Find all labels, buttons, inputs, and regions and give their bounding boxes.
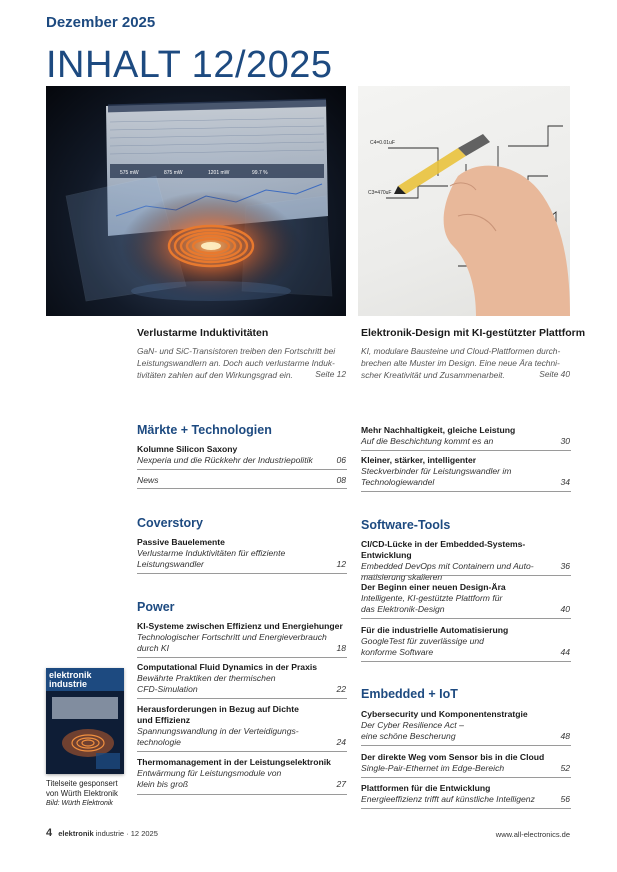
toc-entry-title: Passive Bauelemente bbox=[137, 537, 225, 547]
toc-entry-page[interactable]: 36 bbox=[560, 561, 570, 571]
toc-entry-subtitle: technologie bbox=[137, 737, 181, 747]
metric-1: 575 mW bbox=[120, 170, 139, 176]
divider bbox=[361, 618, 571, 619]
toc-entry-subtitle: durch KI bbox=[137, 643, 170, 653]
toc-entry-page[interactable]: 52 bbox=[560, 763, 570, 773]
toc-entry-subtitle: Nexperia und die Rückkehr der Industriepolitik bbox=[137, 455, 313, 465]
cover-caption-line: von Würth Elektronik bbox=[46, 789, 118, 798]
toc-entry-subtitle: eine schöne Bescherung bbox=[361, 731, 456, 741]
footer-issue: industrie · 12 2025 bbox=[95, 829, 158, 838]
toc-entry-subtitle: matisierung skalieren bbox=[361, 572, 443, 582]
toc-entry-page[interactable]: 08 bbox=[336, 475, 346, 485]
divider bbox=[361, 491, 571, 492]
toc-entry-subtitle: Intelligente, KI-gestützte Plattform für bbox=[361, 593, 503, 603]
cover-image-credit: Bild: Würth Elektronik bbox=[46, 800, 113, 807]
circuit-label-c3: C3=470uF bbox=[368, 190, 392, 196]
circuit-label-c4: C4=0.01uF bbox=[370, 140, 395, 146]
cover-brand-line1: elektronik bbox=[49, 670, 92, 680]
divider bbox=[137, 657, 347, 658]
section-heading-power: Power bbox=[137, 600, 175, 614]
divider bbox=[361, 777, 571, 778]
feature-line: brechen alte Muster im Design. Eine neue Ära techni- bbox=[361, 358, 560, 368]
toc-entry-subtitle: Verlustarme Induktivitäten für effiziente bbox=[137, 548, 286, 558]
cover-caption-line: Titelseite gesponsert bbox=[46, 779, 118, 788]
page-footer-left bbox=[46, 827, 158, 839]
toc-entry-page[interactable]: 56 bbox=[560, 794, 570, 804]
metric-2: 875 mW bbox=[164, 170, 183, 176]
toc-entry-title: Thermomanagement in der Leistungselektronik bbox=[137, 757, 331, 767]
toc-entry-title: Der Beginn einer neuen Design-Ära bbox=[361, 582, 506, 592]
toc-entry-title: KI-Systeme zwischen Effizienz und Energiehunger bbox=[137, 621, 343, 631]
divider bbox=[137, 751, 347, 752]
feature-line: Leistungswandlern an. Doch auch verlustarme Induk- bbox=[137, 358, 335, 368]
toc-entry-subtitle: Leistungswandler bbox=[137, 559, 204, 569]
toc-entry-page[interactable]: 40 bbox=[560, 604, 570, 614]
toc-entry-page[interactable]: 24 bbox=[336, 737, 346, 747]
divider bbox=[361, 450, 571, 451]
magazine-cover-thumbnail[interactable] bbox=[46, 668, 124, 774]
toc-entry-subtitle: konforme Software bbox=[361, 647, 434, 657]
toc-entry-page[interactable]: 48 bbox=[560, 731, 570, 741]
cover-caption bbox=[46, 779, 118, 809]
feature-line: GaN- und SiC-Transistoren treiben den Fortschritt bei bbox=[137, 346, 336, 356]
toc-entry-subtitle: das Elektronik-Design bbox=[361, 604, 445, 614]
divider bbox=[137, 794, 347, 795]
toc-entry-title: Kolumne Silicon Saxony bbox=[137, 444, 238, 454]
feature-line: KI, modulare Bausteine und Cloud-Plattformen durch- bbox=[361, 346, 561, 356]
section-heading-maerkte: Märkte + Technologien bbox=[137, 423, 272, 437]
divider bbox=[137, 488, 347, 489]
feature-page-inductors[interactable]: Seite 12 bbox=[315, 369, 346, 379]
section-heading-embedded: Embedded + IoT bbox=[361, 687, 458, 701]
section-heading-coverstory: Coverstory bbox=[137, 516, 203, 530]
toc-entry-subtitle: Entwärmung für Leistungsmodule von bbox=[137, 768, 282, 778]
cover-masthead bbox=[46, 668, 124, 691]
toc-entry-title: Computational Fluid Dynamics in der Praxis bbox=[137, 662, 318, 672]
toc-entry-title: CI/CD-Lücke in der Embedded-Systems-Entwicklung bbox=[361, 539, 526, 560]
toc-entry-page[interactable]: 12 bbox=[336, 559, 346, 569]
divider bbox=[361, 575, 571, 576]
footer-brand: elektronik bbox=[58, 829, 94, 838]
toc-entry-subtitle: klein bis groß bbox=[137, 779, 189, 789]
section-heading-software: Software-Tools bbox=[361, 518, 451, 532]
toc-entry-page[interactable]: 18 bbox=[336, 643, 346, 653]
toc-entry-subtitle: Bewährte Praktiken der thermischen bbox=[137, 673, 276, 683]
toc-entry-subtitle: CFD-Simulation bbox=[137, 684, 198, 694]
toc-entry-subtitle: Technologischer Fortschritt und Energieverbrauch bbox=[137, 632, 327, 642]
toc-entry-subtitle: News bbox=[137, 475, 159, 485]
divider bbox=[137, 698, 347, 699]
toc-entry-title: Der direkte Weg vom Sensor bis in die Cloud bbox=[361, 752, 545, 762]
toc-entry-subtitle: Spannungswandlung in der Verteidigungs- bbox=[137, 726, 299, 736]
feature-image-inductor bbox=[46, 86, 346, 316]
metric-4: 99.7 % bbox=[252, 170, 268, 176]
toc-entry-title: Mehr Nachhaltigkeit, gleiche Leistung bbox=[361, 425, 516, 435]
feature-page-ki-design[interactable]: Seite 40 bbox=[539, 369, 570, 379]
feature-image-circuit bbox=[358, 86, 570, 316]
toc-entry-subtitle: Technologiewandel bbox=[361, 477, 435, 487]
footer-url[interactable]: www.all-electronics.de bbox=[495, 830, 570, 839]
feature-line: tivitäten zahlen auf den Wirkungsgrad ein. bbox=[137, 370, 293, 380]
toc-entry-title: Cybersecurity und Komponentenstratgie bbox=[361, 709, 528, 719]
metric-3: 1201 mW bbox=[208, 170, 230, 176]
toc-entry-title: Herausforderungen in Bezug auf Dichte bbox=[137, 704, 299, 714]
feature-line: scher Kreativität und Zusammenarbeit. bbox=[361, 370, 505, 380]
page-number: 4 bbox=[46, 827, 53, 839]
toc-entry-subtitle: Der Cyber Resilience Act – bbox=[361, 720, 464, 730]
divider bbox=[137, 573, 347, 574]
toc-entry-subtitle: Energieeffizienz trifft auf künstliche Intelligenz bbox=[361, 794, 535, 804]
divider bbox=[361, 661, 571, 662]
toc-entry-page[interactable]: 06 bbox=[336, 455, 346, 465]
toc-entry-page[interactable]: 27 bbox=[336, 779, 346, 789]
toc-entry-subtitle: Auf die Beschichtung kommt es an bbox=[361, 436, 494, 446]
divider bbox=[361, 808, 571, 809]
divider bbox=[361, 745, 571, 746]
toc-entry-title: Kleiner, stärker, intelligenter bbox=[361, 455, 477, 465]
toc-entry-title: Für die industrielle Automatisierung bbox=[361, 625, 509, 635]
toc-entry-title: und Effizienz bbox=[137, 715, 190, 725]
divider bbox=[137, 469, 347, 470]
feature-title-inductors[interactable]: Verlustarme Induktivitäten bbox=[137, 327, 269, 339]
page-title: INHALT 12/2025 bbox=[46, 44, 333, 86]
toc-entry-page[interactable]: 30 bbox=[560, 436, 570, 446]
toc-entry-subtitle: Embedded DevOps mit Containern und Auto- bbox=[361, 561, 534, 571]
toc-entry-subtitle: Steckverbinder für Leistungswandler im bbox=[361, 466, 512, 476]
circuit-illustration bbox=[358, 86, 570, 316]
feature-title-ki-design[interactable]: Elektronik-Design mit KI-gestützter Plattform bbox=[361, 327, 586, 339]
toc-entry-title: Plattformen für die Entwicklung bbox=[361, 783, 491, 793]
issue-month: Dezember 2025 bbox=[46, 14, 156, 31]
toc-entry-page[interactable]: 34 bbox=[560, 477, 570, 487]
toc-entry-subtitle: Single-Pair-Ethernet im Edge-Bereich bbox=[361, 763, 505, 773]
inductor-illustration bbox=[46, 86, 346, 316]
cover-artwork bbox=[46, 691, 124, 774]
toc-entry-page[interactable]: 44 bbox=[560, 647, 570, 657]
cover-brand-line2: industrie bbox=[49, 679, 88, 689]
toc-entry-subtitle: GoogleTest für zuverlässige und bbox=[361, 636, 484, 646]
toc-entry-page[interactable]: 22 bbox=[336, 684, 346, 694]
